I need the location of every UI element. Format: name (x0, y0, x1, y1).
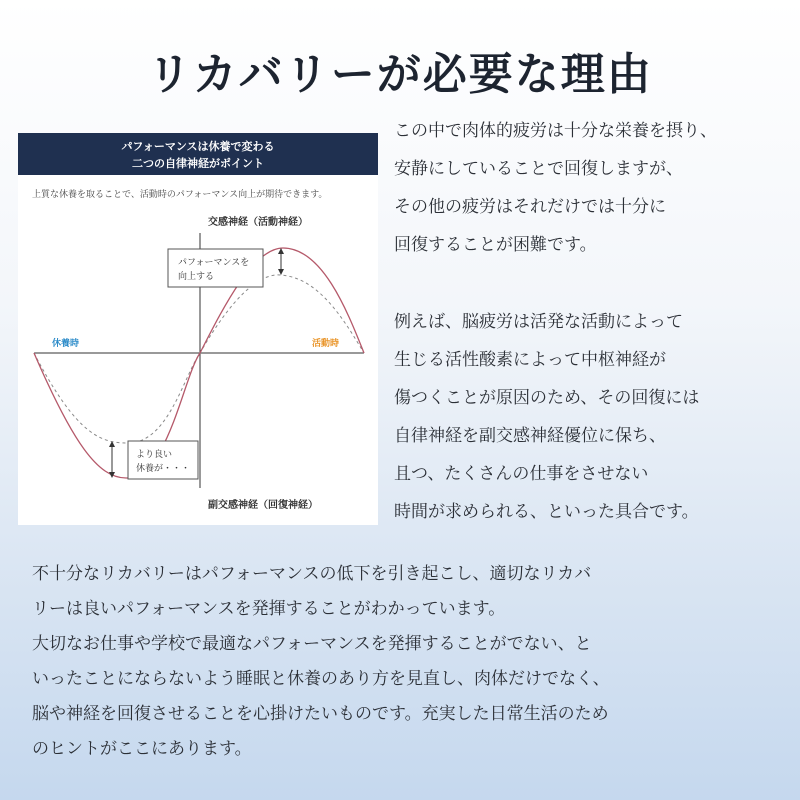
text-line: 脳や神経を回復させることを心掛けたいものです。充実した日常生活のため (32, 704, 609, 724)
text-line: 且つ、たくさんの仕事をさせない (394, 464, 649, 484)
active-label: 活動時 (312, 339, 340, 349)
text-line: 例えば、脳疲労は活発な活動によって (394, 312, 683, 332)
text-line: 傷つくことが原因のため、その回復には (394, 388, 700, 408)
callout-bottom-line-2: 休養が・・・ (136, 464, 191, 474)
diagram-header-line-2: 二つの自律神経がポイント (132, 157, 264, 170)
text-line: 不十分なリカバリーはパフォーマンスの低下を引き起こし、適切なリカバ (32, 564, 592, 584)
callout-top-line-2: 向上する (178, 272, 215, 282)
paragraph-fatigue (394, 112, 717, 264)
paragraph-brain-fatigue (394, 303, 699, 531)
text-line: 回復することが困難です。 (394, 235, 597, 255)
text-line: リーは良いパフォーマンスを発揮することがわかっています。 (32, 599, 506, 619)
text-line: この中で肉体的疲労は十分な栄養を摂り、 (394, 121, 717, 141)
text-line: 自律神経を副交感神経優位に保ち、 (394, 426, 666, 446)
page-title: リカバリーが必要な理由 (147, 49, 653, 100)
sympathetic-label: 交感神経（活動神経） (208, 217, 308, 228)
callout-top-line-1: パフォーマンスを (178, 258, 250, 268)
callout-bottom-line-1: より良い (136, 450, 173, 460)
text-line: いったことにならないよう睡眠と休養のあり方を見直し、肉体だけでなく、 (32, 669, 610, 689)
text-line: 安静にしていることで回復しますが、 (394, 159, 683, 179)
paragraph-recovery (32, 557, 610, 767)
diagram-header-line-1: パフォーマンスは休養で変わる (121, 140, 275, 153)
text-line: 生じる活性酸素によって中枢神経が (394, 350, 666, 370)
parasympathetic-label: 副交感神経（回復神経） (208, 500, 318, 511)
arrow-down-icon (278, 269, 284, 275)
text-line: 大切なお仕事や学校で最適なパフォーマンスを発揮することがでない、と (32, 634, 592, 654)
recovery-diagram (18, 133, 378, 525)
text-line: のヒントがここにあります。 (32, 739, 252, 759)
diagram-header (18, 133, 378, 175)
nerve-curve-chart (18, 203, 378, 525)
text-line: その他の疲労はそれだけでは十分に (394, 197, 666, 217)
diagram-caption: 上質な休養を取ることで、活動時のパフォーマンス向上が期待できます。 (32, 190, 328, 200)
rest-label: 休養時 (52, 339, 80, 349)
arrow-up-icon (109, 441, 115, 447)
baseline-curve (34, 275, 364, 443)
text-line: 時間が求められる、といった具合です。 (394, 502, 699, 522)
